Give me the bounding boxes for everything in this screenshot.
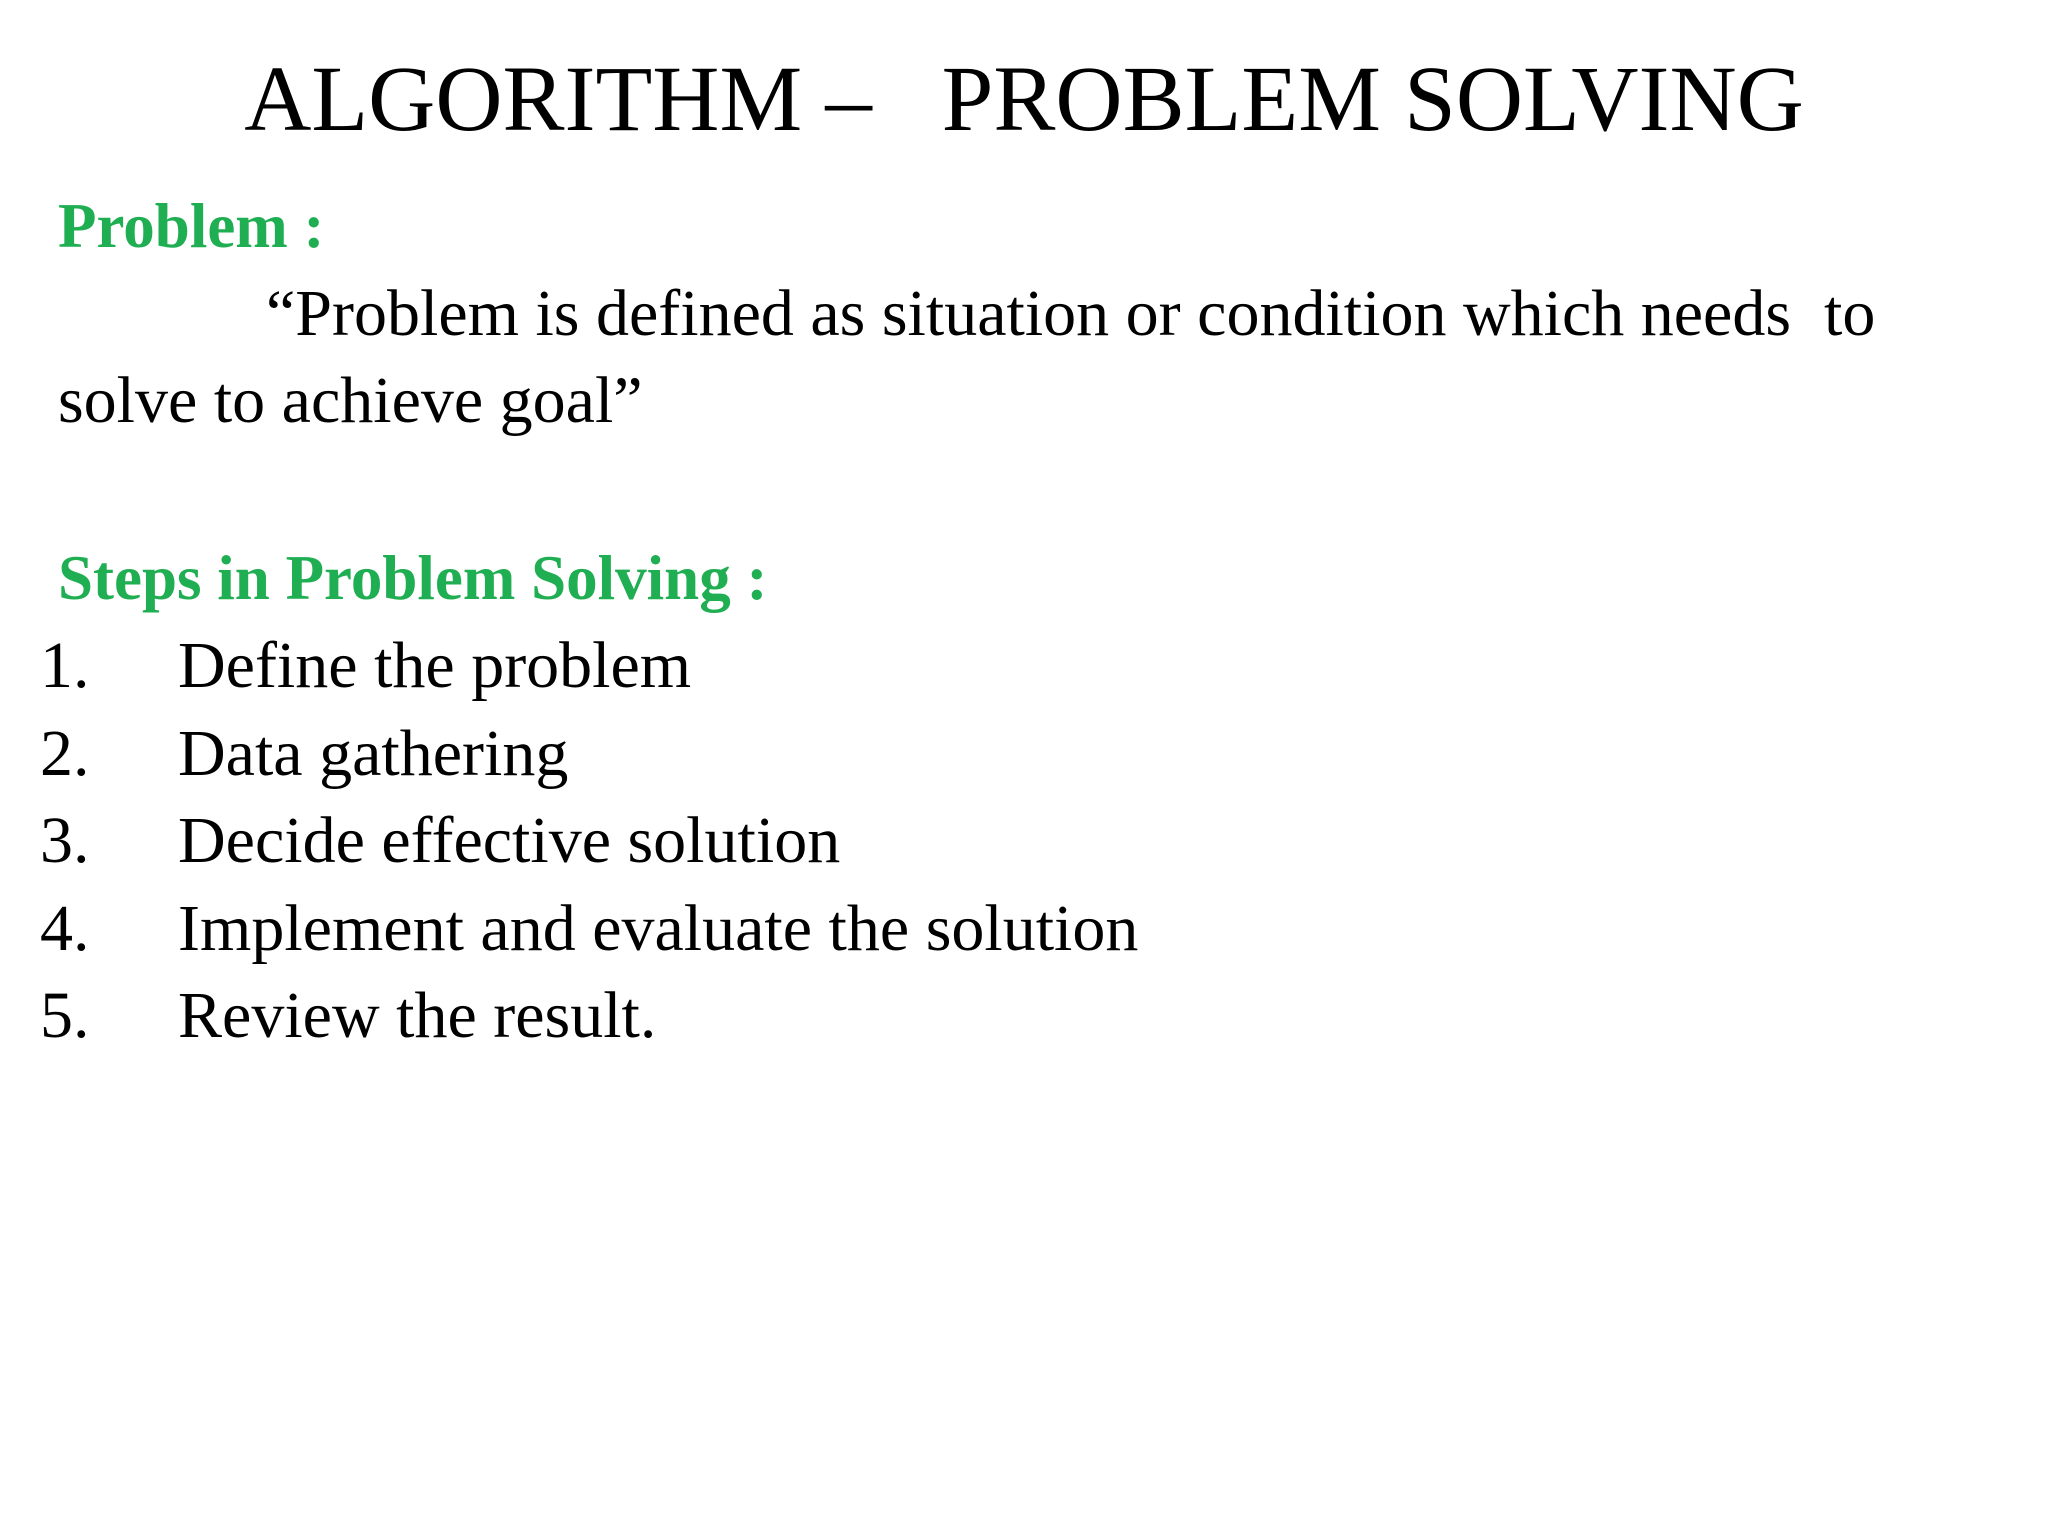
step-number: 1. — [40, 629, 90, 702]
steps-list — [0, 622, 1139, 1060]
step-text: Define the problem — [178, 629, 692, 702]
step-number: 5. — [40, 979, 90, 1052]
definition-line-1: “Problem is defined as situation or condition which needs to — [266, 277, 1876, 350]
step-number: 2. — [40, 716, 90, 790]
step-number: 4. — [40, 891, 90, 965]
slide-title: ALGORITHM – PROBLEM SOLVING — [244, 48, 1804, 151]
list-item — [0, 972, 657, 1060]
list-item — [0, 710, 569, 798]
step-text: Data gathering — [178, 716, 569, 790]
list-item — [0, 797, 841, 885]
problem-definition — [58, 270, 2038, 444]
steps-heading: Steps in Problem Solving : — [58, 543, 768, 613]
step-text: Decide effective solution — [178, 804, 841, 877]
list-item — [0, 885, 1139, 973]
step-number: 3. — [40, 804, 90, 877]
problem-heading: Problem : — [58, 191, 325, 261]
step-text: Review the result. — [178, 979, 657, 1052]
step-text: Implement and evaluate the solution — [178, 891, 1139, 965]
definition-line-2: solve to achieve goal” — [58, 364, 643, 437]
list-item — [0, 622, 692, 710]
